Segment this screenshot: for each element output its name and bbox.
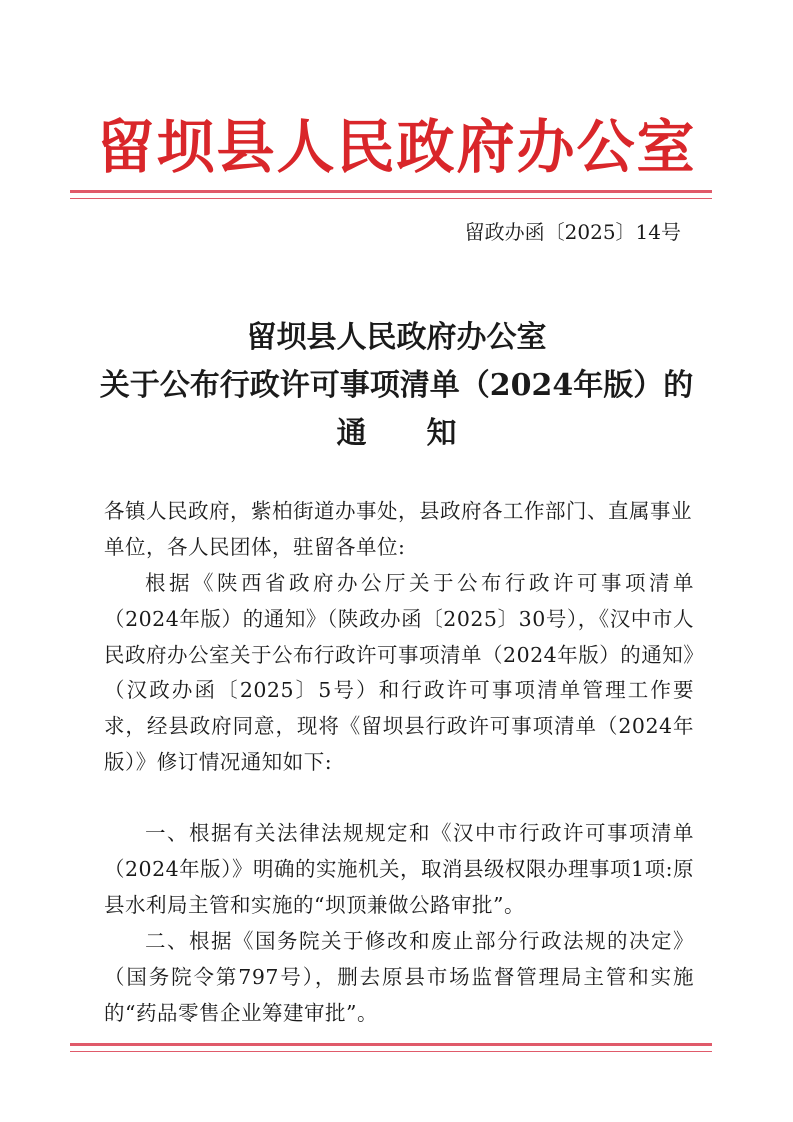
title-line-1: 留坝县人民政府办公室 (246, 320, 547, 355)
masthead-rule-thin (70, 198, 712, 199)
title-line-2: 关于公布行政许可事项清单（2024年版）的 (99, 368, 694, 403)
title-line-3: 通 知 (336, 416, 457, 451)
salutation: 各镇人民政府，紫柏街道办事处，县政府各工作部门、直属事业单位，各人民团体，驻留各单位: (104, 499, 692, 559)
paragraph-1: 根据《陕西省政府办公厅关于公布行政许可事项清单（2024年版）的通知》（陕政办函〔2025〕30号），《汉中市人民政府办公室关于公布行政许可事项清单（2024年版）的通知》（汉政办函〔2025〕5号）和行政许可事项清单管理工作要求，经县政府同意，现将《留坝县行政许可事项清单（2024年版）》修订情况通知如下: (104, 571, 694, 774)
paragraph-2: 一、根据有关法律法规规定和《汉中市行政许可事项清单（2024年版）》明确的实施机关，取消县级权限办理事项1项:原县水利局主管和实施的“坝顶兼做公路审批”。 (104, 821, 694, 917)
footer-rule-thick (70, 1043, 712, 1046)
document-number: 留政办函〔2025〕14号 (464, 220, 681, 244)
masthead-office-name: 留坝县人民政府办公室 (96, 113, 697, 181)
masthead-rule-thick (70, 190, 712, 193)
paragraph-3: 二、根据《国务院关于修改和废止部分行政法规的决定》（国务院令第797号），删去原县市场监督管理局主管和实施的“药品零售企业筹建审批”。 (104, 929, 694, 1025)
footer-rule-thin (70, 1051, 712, 1052)
